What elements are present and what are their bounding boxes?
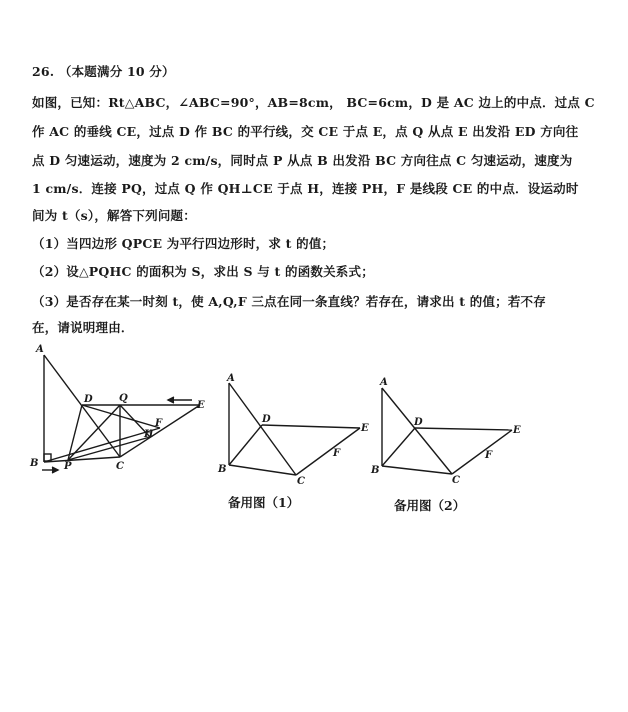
problem-line-3: 点 D 匀速运动，速度为 2 cm/s，同时点 P 从点 B 出发沿 BC 方向往点 C 匀速运动，速度为 — [32, 153, 573, 168]
main-label-A: A — [36, 344, 44, 355]
problem-title: 26. （本题满分 10 分） — [32, 64, 175, 79]
spare2-label-B: B — [371, 465, 380, 476]
main-label-C: C — [116, 461, 124, 472]
spare2-label-E: E — [513, 425, 521, 436]
spare1-label-C: C — [297, 476, 305, 487]
main-label-H: H — [144, 429, 154, 440]
spare-caption-2: 备用图（2） — [394, 498, 466, 513]
spare1-label-F: F — [333, 448, 341, 459]
main-label-D: D — [84, 394, 93, 405]
spare2-seg-DE — [415, 428, 512, 430]
question-3: （3）是否存在某一时刻 t，使 A,Q,F 三点在同一条直线？若存在，请求出 t 的值；若不存 — [32, 294, 546, 309]
main-seg-BC — [44, 457, 120, 462]
spare-figure-2 — [382, 388, 512, 474]
spare1-seg-DE — [262, 425, 360, 428]
question-1: （1）当四边形 QPCE 为平行四边形时，求 t 的值； — [32, 236, 335, 251]
question-2: （2）设△PQHC 的面积为 S，求出 S 与 t 的函数关系式； — [32, 264, 374, 279]
main-label-E: E — [197, 400, 205, 411]
spare1-label-A: A — [227, 373, 235, 384]
spare2-label-F: F — [485, 450, 493, 461]
main-arrow-E-head — [168, 397, 174, 403]
main-label-Q: Q — [119, 393, 128, 404]
spare2-label-D: D — [414, 417, 423, 428]
spare-caption-1: 备用图（1） — [228, 495, 300, 510]
problem-line-2: 作 AC 的垂线 CE，过点 D 作 BC 的平行线，交 CE 于点 E，点 Q 从点 E 出发沿 ED 方向往 — [32, 124, 579, 139]
main-seg-DF — [82, 405, 160, 428]
spare1-seg-BD — [229, 425, 262, 465]
spare2-seg-AC — [382, 388, 452, 474]
problem-line-1: 如图，已知：Rt△ABC，∠ABC=90°，AB=8cm， BC=6cm，D 是 AC 边上的中点．过点 C — [32, 95, 595, 110]
problem-line-4: 1 cm/s．连接 PQ，过点 Q 作 QH⊥CE 于点 H，连接 PH，F 是线段 CE 的中点．设运动时 — [32, 181, 579, 196]
spare1-label-B: B — [218, 464, 227, 475]
problem-line-5: 间为 t（s），解答下列问题： — [32, 208, 196, 223]
spare2-label-C: C — [452, 475, 460, 486]
main-seg-PH — [68, 437, 150, 460]
main-label-F: F — [155, 418, 163, 429]
spare-figure-1 — [229, 383, 360, 475]
spare2-seg-BD — [382, 428, 415, 466]
spare2-seg-CE — [452, 430, 512, 474]
main-arrow-B-head — [52, 467, 58, 473]
question-3-cont: 在，请说明理由． — [32, 320, 134, 335]
spare2-label-A: A — [380, 377, 388, 388]
spare1-label-D: D — [262, 414, 271, 425]
spare1-seg-CE — [296, 428, 360, 475]
main-seg-CE — [120, 405, 200, 457]
main-figure — [42, 355, 200, 473]
main-label-P: P — [64, 461, 72, 472]
spare1-seg-AC — [229, 383, 296, 475]
spare1-label-E: E — [361, 423, 369, 434]
spare1-seg-BC — [229, 465, 296, 475]
main-label-B: B — [30, 458, 39, 469]
spare2-seg-BC — [382, 466, 452, 474]
